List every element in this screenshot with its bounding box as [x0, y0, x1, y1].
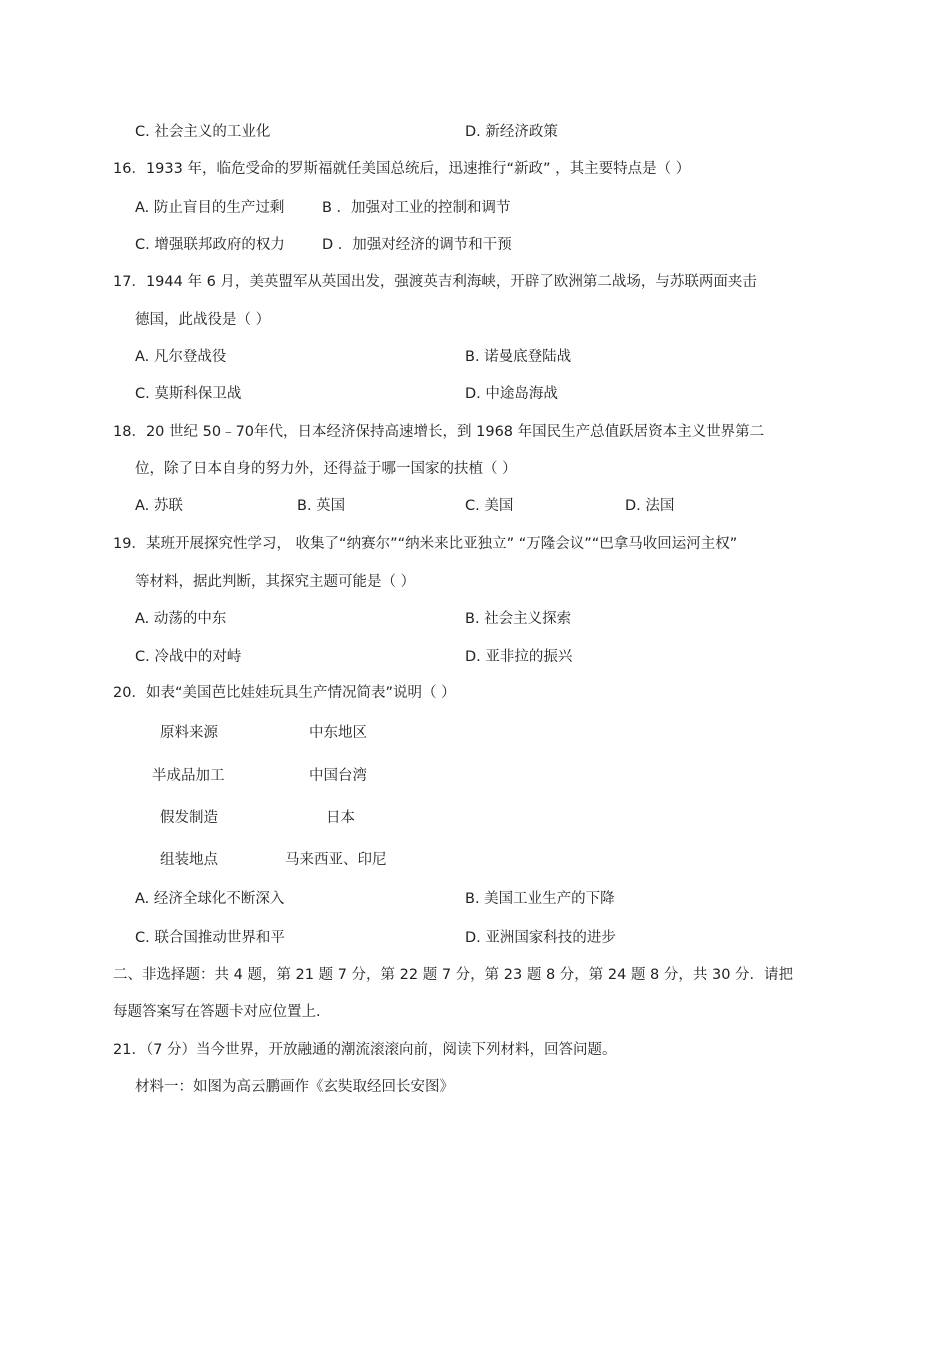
q21-stem: 21．（7 分）当今世界，开放融通的潮流滚滚向前，阅读下列材料，回答问题。: [113, 1042, 617, 1058]
q19-stem-line1: 19．某班开展探究性学习， 收集了“纳赛尔”“纳米来比亚独立” “万隆会议”“巴拿马收回运河主权”: [113, 536, 738, 552]
q18-stem-line2: 位，除了日本自身的努力外，还得益于哪一国家的扶植（ ）: [135, 461, 517, 477]
q15-option-c: C. 社会主义的工业化: [135, 124, 271, 140]
q17-stem-line1: 17．1944 年 6 月，美英盟军从英国出发，强渡英吉利海峡，开辟了欧洲第二战场，与苏联两面夹击: [113, 274, 757, 290]
q16-option-b: B ．加强对工业的控制和调节: [322, 200, 511, 216]
q18-option-b: B. 英国: [297, 498, 346, 514]
table-value: 中国台湾: [309, 768, 367, 784]
q16-option-a: A. 防止盲目的生产过剩: [135, 200, 285, 216]
q17-stem-line2: 德国，此战役是（ ）: [135, 312, 271, 328]
table-label: 原料来源: [160, 725, 218, 741]
q19-option-b: B. 社会主义探索: [465, 611, 572, 627]
q16-option-c: C. 增强联邦政府的权力: [135, 237, 285, 253]
q20-option-d: D. 亚洲国家科技的进步: [465, 930, 616, 946]
q20-option-a: A. 经济全球化不断深入: [135, 891, 285, 907]
q18-stem-line1: 18．20 世纪 50﹣70年代，日本经济保持高速增长，到 1968 年国民生产总值跃居资本主义世界第二: [113, 424, 765, 440]
q18-option-d: D. 法国: [625, 498, 675, 514]
q20-option-b: B. 美国工业生产的下降: [465, 891, 615, 907]
table-label: 假发制造: [160, 810, 218, 826]
q17-option-d: D. 中途岛海战: [465, 386, 558, 402]
table-value: 日本: [326, 810, 355, 826]
section2-heading-line1: 二、非选择题：共 4 题，第 21 题 7 分，第 22 题 7 分，第 23 题 8 分，第 24 题 8 分，共 30 分．请把: [113, 967, 794, 983]
q18-option-a: A. 苏联: [135, 498, 183, 514]
q20-stem: 20．如表“美国芭比娃娃玩具生产情况简表”说明（ ）: [113, 685, 456, 701]
q19-option-c: C. 冷战中的对峙: [135, 649, 242, 665]
q15-option-d: D. 新经济政策: [465, 124, 558, 140]
q19-option-d: D. 亚非拉的振兴: [465, 649, 573, 665]
q21-material1: 材料一：如图为高云鹏画作《玄奘取经回长安图》: [135, 1079, 454, 1095]
q17-option-c: C. 莫斯科保卫战: [135, 386, 242, 402]
q18-option-c: C. 美国: [465, 498, 514, 514]
q19-option-a: A. 动荡的中东: [135, 611, 227, 627]
table-label: 组装地点: [160, 852, 218, 868]
table-value: 马来西亚、印尼: [285, 852, 387, 868]
q20-option-c: C. 联合国推动世界和平: [135, 930, 285, 946]
q16-stem: 16．1933 年，临危受命的罗斯福就任美国总统后，迅速推行“新政” ，其主要特点是（ ）: [113, 161, 691, 177]
q16-option-d: D ．加强对经济的调节和干预: [322, 237, 512, 253]
q17-option-a: A. 凡尔登战役: [135, 349, 227, 365]
section2-heading-line2: 每题答案写在答题卡对应位置上.: [113, 1004, 321, 1020]
q19-stem-line2: 等材料，据此判断，其探究主题可能是（ ）: [135, 574, 416, 590]
q17-option-b: B. 诺曼底登陆战: [465, 349, 572, 365]
table-value: 中东地区: [309, 725, 367, 741]
table-label: 半成品加工: [152, 768, 225, 784]
